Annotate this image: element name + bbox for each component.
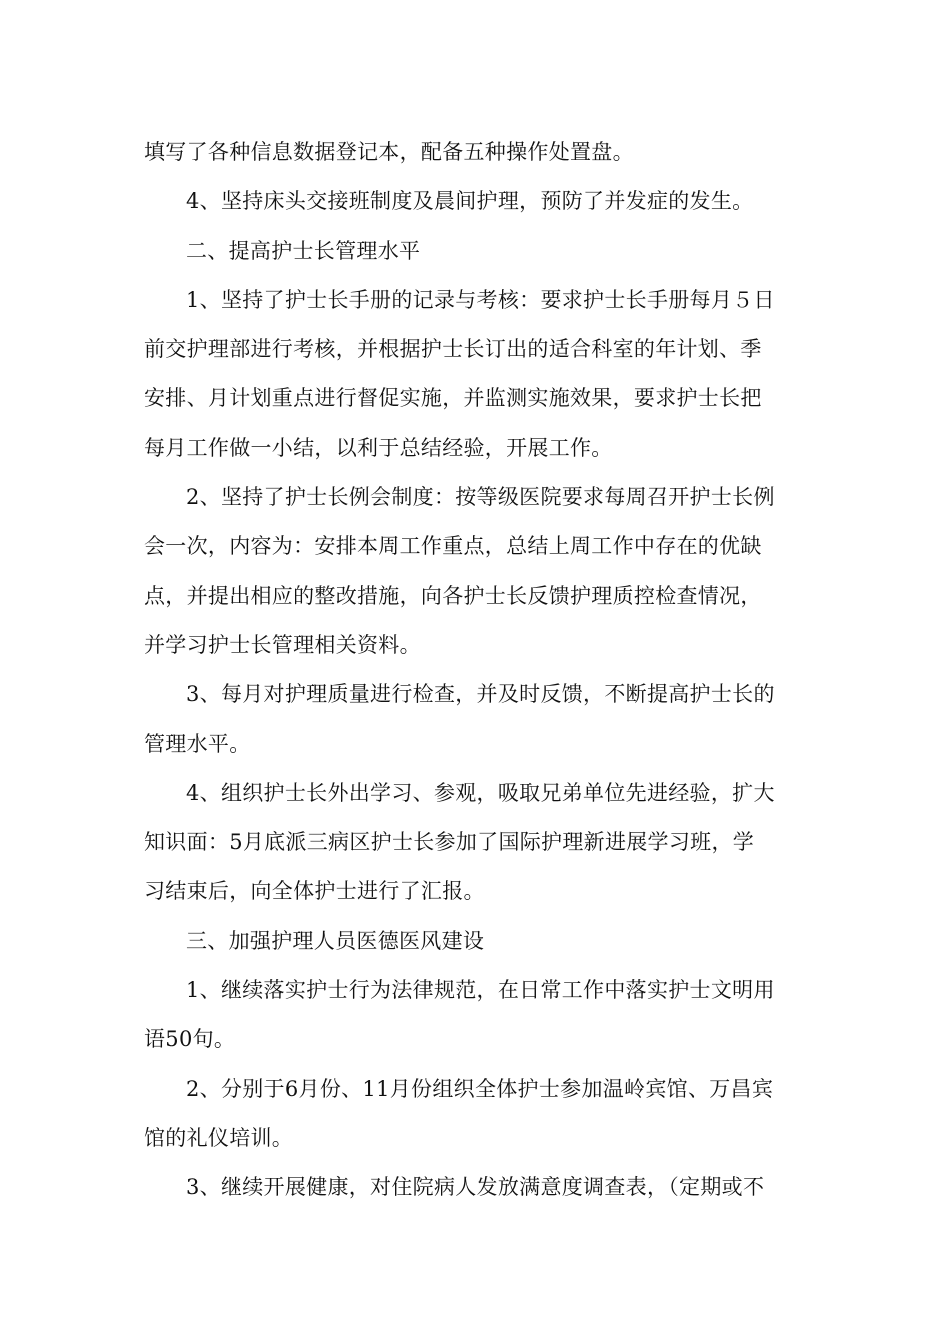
line-14: 4、组织护士长外出学习、参观，吸取兄弟单位先进经验，扩大: [186, 780, 775, 805]
line-22: 3、继续开展健康，对住院病人发放满意度调查表，（定期或不: [186, 1175, 765, 1200]
line-16: 习结束后，向全体护士进行了汇报。: [144, 879, 485, 904]
line-21: 馆的礼仪培训。: [144, 1125, 294, 1150]
line-15: 知识面：5月底派三病区护士长参加了国际护理新进展学习班，学: [144, 830, 755, 855]
document-body: [144, 128, 808, 1213]
line-2: 4、坚持床头交接班制度及晨间护理，预防了并发症的发生。: [186, 189, 754, 214]
line-12: 3、每月对护理质量进行检查，并及时反馈，不断提高护士长的: [186, 682, 775, 707]
text-line: [144, 572, 808, 621]
line-11: 并学习护士长管理相关资料。: [144, 632, 421, 657]
text-line: [144, 276, 808, 325]
line-6: 安排、月计划重点进行督促实施，并监测实施效果，要求护士长把: [144, 386, 762, 411]
text-line: [144, 867, 808, 916]
text-line: [144, 424, 808, 473]
line-17: 三、加强护理人员医德医风建设: [186, 928, 485, 953]
line-3: 二、提高护士长管理水平: [186, 238, 421, 263]
text-line: [144, 720, 808, 769]
line-4: 1、坚持了护士长手册的记录与考核：要求护士长手册每月５日: [186, 287, 775, 312]
text-line: [144, 374, 808, 423]
line-9: 会一次，内容为：安排本周工作重点，总结上周工作中存在的优缺: [144, 534, 762, 559]
line-1: 填写了各种信息数据登记本，配备五种操作处置盘。: [144, 140, 634, 164]
text-line: [144, 325, 808, 374]
text-line: [144, 621, 808, 670]
text-line: [144, 177, 808, 226]
line-20: 2、分别于6月份、11月份组织全体护士参加温岭宾馆、万昌宾: [186, 1076, 774, 1101]
text-line: [144, 818, 808, 867]
text-line: [144, 1065, 808, 1114]
section-heading: [144, 227, 808, 276]
text-line: [144, 1015, 808, 1064]
text-line: [144, 1163, 808, 1212]
line-13: 管理水平。: [144, 731, 251, 756]
line-7: 每月工作做一小结，以利于总结经验，开展工作。: [144, 435, 613, 460]
text-line: [144, 769, 808, 818]
text-line: [144, 1114, 808, 1163]
line-19: 语50句。: [144, 1027, 236, 1052]
line-5: 前交护理部进行考核，并根据护士长订出的适合科室的年计划、季: [144, 337, 762, 362]
line-18: 1、继续落实护士行为法律规范，在日常工作中落实护士文明用: [186, 978, 775, 1003]
text-line: [144, 522, 808, 571]
text-line: [144, 473, 808, 522]
line-8: 2、坚持了护士长例会制度：按等级医院要求每周召开护士长例: [186, 485, 775, 510]
text-line: [144, 128, 808, 177]
text-line: [144, 966, 808, 1015]
line-10: 点，并提出相应的整改措施，向各护士长反馈护理质控检查情况，: [144, 583, 762, 608]
text-line: [144, 670, 808, 719]
section-heading: [144, 917, 808, 966]
